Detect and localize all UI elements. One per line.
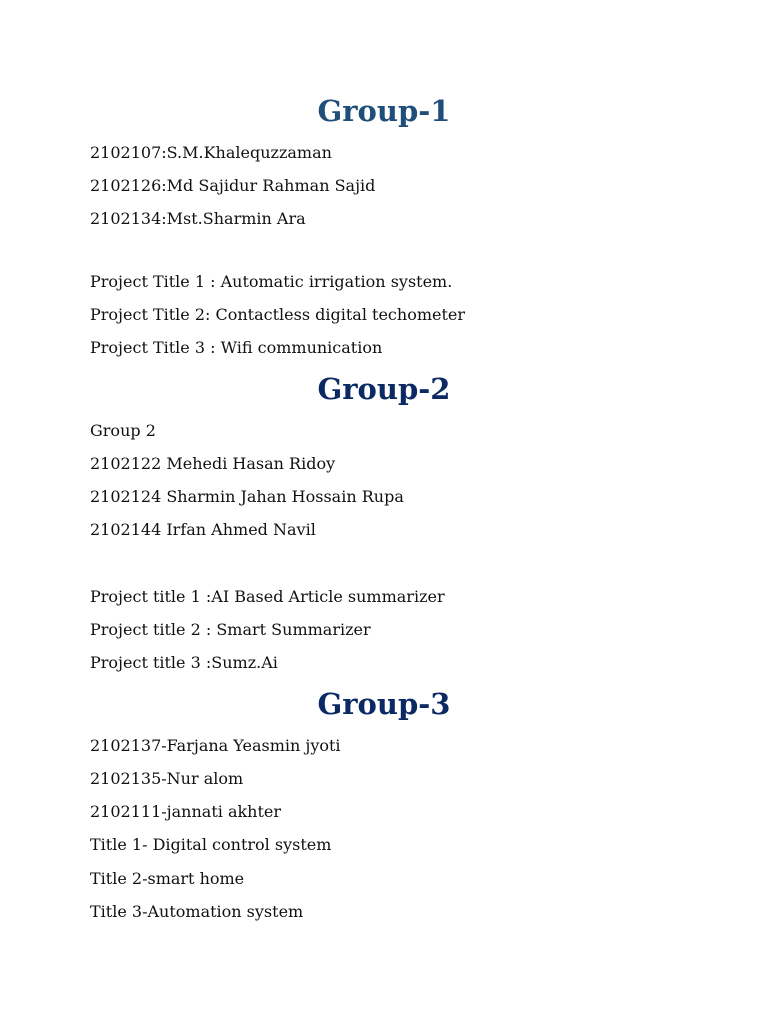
- group-2-project-title-2: Project title 2 : Smart Summarizer: [90, 620, 371, 639]
- group-1-project-title-3: Project Title 3 : Wifi communication: [90, 338, 383, 357]
- group-3-title-2: Title 2-smart home: [90, 869, 245, 888]
- group-3-member-3: 2102111-jannati akhter: [90, 802, 282, 821]
- group-3-member-2: 2102135-Nur alom: [90, 769, 244, 788]
- group-2-member-3: 2102144 Irfan Ahmed Navil: [90, 520, 316, 539]
- group-1-project-title-2: Project Title 2: Contactless digital techometer: [90, 305, 466, 324]
- group-1-member-1: 2102107:S.M.Khalequzzaman: [90, 143, 332, 162]
- group-3-member-1: 2102137-Farjana Yeasmin jyoti: [90, 736, 341, 755]
- group-2-label: Group 2: [90, 421, 156, 440]
- group-1-member-3: 2102134:Mst.Sharmin Ara: [90, 209, 306, 228]
- group-1-heading: Group-1: [317, 94, 451, 128]
- group-1-project-title-1: Project Title 1 : Automatic irrigation system.: [90, 272, 453, 291]
- group-3-title-3: Title 3-Automation system: [90, 902, 304, 921]
- group-2-member-2: 2102124 Sharmin Jahan Hossain Rupa: [90, 487, 404, 506]
- group-2-member-1: 2102122 Mehedi Hasan Ridoy: [90, 454, 336, 473]
- group-1-member-2: 2102126:Md Sajidur Rahman Sajid: [90, 176, 376, 195]
- group-3-title-1: Title 1- Digital control system: [90, 835, 332, 854]
- group-2-project-title-1: Project title 1 :AI Based Article summarizer: [90, 587, 445, 606]
- group-2-heading: Group-2: [317, 372, 451, 406]
- group-2-project-title-3: Project title 3 :Sumz.Ai: [90, 653, 278, 672]
- group-3-heading: Group-3: [317, 687, 451, 721]
